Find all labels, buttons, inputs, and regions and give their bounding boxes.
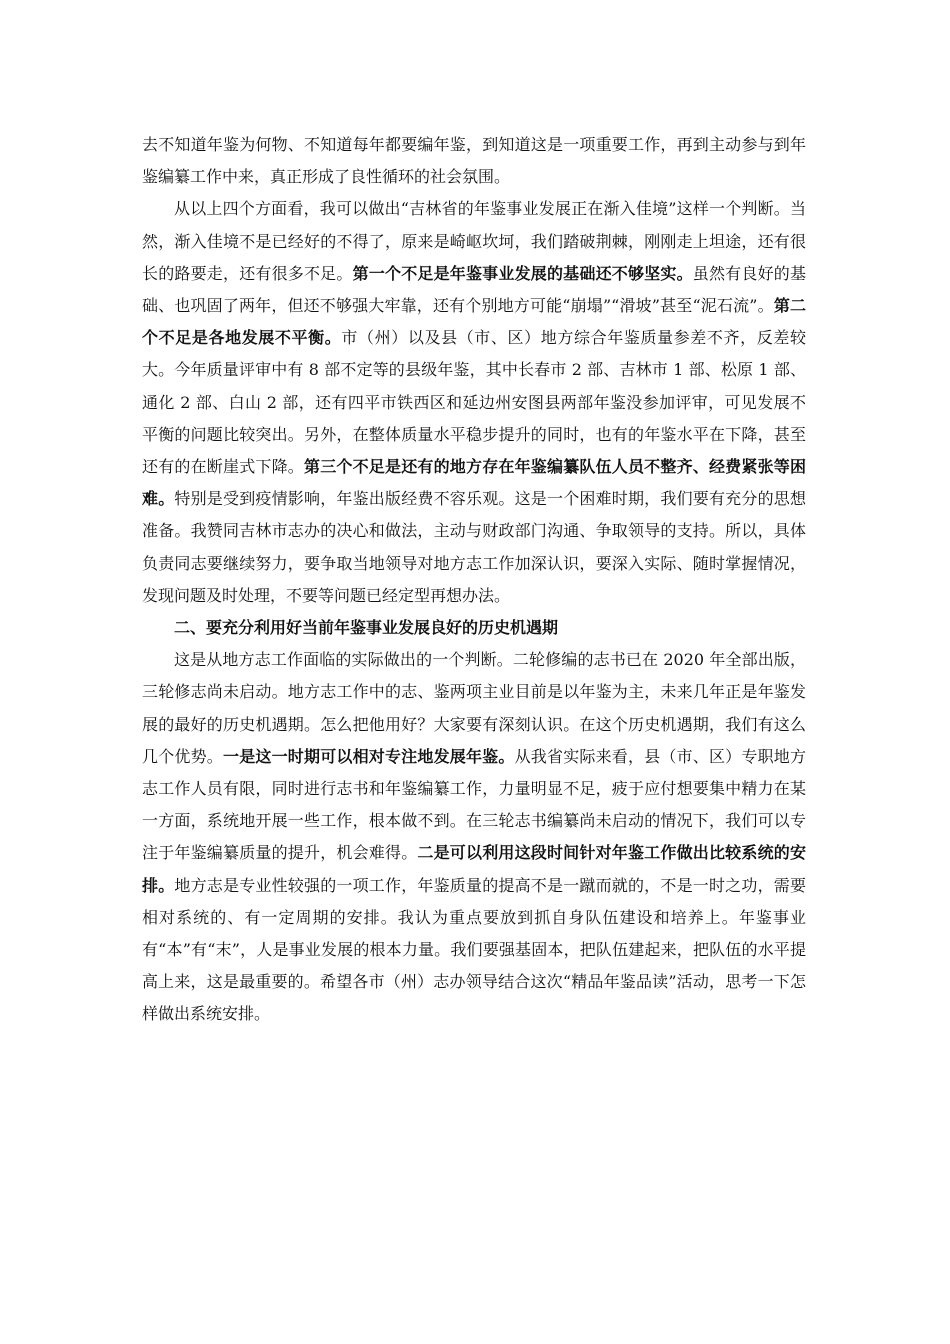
paragraph-text: 地方志是专业性较强的一项工作，年鉴质量的提高不是一蹴而就的，不是一时之功，需要相对系统的、有一定周期的安排。我认为重点要放到抓自身队伍建设和培养上。年鉴事业有“本”有“末”，人是事业发展的根本力量。我们要强基固本，把队伍建起来，把队伍的水平提高上来，这是最重要的。希望各市（州）志办领导结合这次“精品年鉴品读”活动，思考一下怎样做出系统安排。 <box>142 875 806 1024</box>
paragraph-text: 虽然有良好的基础、也巩固了两年，但还不够强大牢靠，还有个别地方可能“崩塌”“滑坡”甚至“泥石流”。 <box>142 263 806 316</box>
section-heading: 二、要充分利用好当前年鉴事业发展良好的历史机遇期 <box>174 618 559 638</box>
paragraph-text: 从我省实际来看，县（市、区）专职地方志工作人员有限，同时进行志书和年鉴编纂工作，力量明显不足，疲于应付想要集中精力在某一方面，系统地开展一些工作，根本做不到。在三轮志书编纂尚未启动的情况下，我们可以专注于年鉴编纂质量的提升，机会难得。 <box>142 746 806 863</box>
bold-point-second-advantage: 二是可以利用这段时间针对年鉴工作做出比较系统的安排。 <box>142 843 806 895</box>
document-body <box>142 129 806 1031</box>
bold-point-first-advantage: 一是这一时期可以相对专注地发展年鉴。 <box>223 746 515 766</box>
paragraph-text: 这是从地方志工作面临的实际做出的一个判断。二轮修编的志书已在 2020 年全部出版，三轮修志尚未启动。地方志工作中的志、鉴两项主业目前是以年鉴为主，未来几年正是年鉴发展的最好的历史机遇期。怎么把他用好？大家要有深刻认识。在这个历史机遇期，我们有这么几个优势。 <box>142 650 806 766</box>
paragraph-continuation <box>142 129 806 193</box>
paragraph-shortcomings <box>142 193 806 612</box>
paragraph-text: 市（州）以及县（市、区）地方综合年鉴质量参差不齐，反差较大。今年质量评审中有 8 部不定等的县级年鉴，其中长春市 2 部、吉林市 1 部、松原 1 部、通化 2 部、白山 2 部，还有四平市铁西区和延边州安图县两部年鉴没参加评审，可见发展不平衡的问题比较突出。另外，在整体质量水平稳步提升的同时，也有的年鉴水平在下降，甚至还有的在断崖式下降。 <box>142 328 806 477</box>
paragraph-opportunity <box>142 644 806 1030</box>
bold-point-first-shortcoming: 第一个不足是年鉴事业发展的基础还不够坚实。 <box>352 263 693 283</box>
paragraph-text: 从以上四个方面看，我可以做出“吉林省的年鉴事业发展正在渐入佳境”这样一个判断。当然，渐入佳境不是已经好的不得了，原来是崎岖坎坷，我们踏破荆棘，刚刚走上坦途，还有很长的路要走，还有很多不足。 <box>142 199 806 283</box>
bold-point-third-shortcoming: 第三个不足是还有的地方存在年鉴编纂队伍人员不整齐、经费紧张等困难。 <box>142 457 806 509</box>
paragraph-text: 去不知道年鉴为何物、不知道每年都要编年鉴，到知道这是一项重要工作，再到主动参与到年鉴编纂工作中来，真正形成了良性循环的社会氛围。 <box>142 135 806 187</box>
bold-point-second-shortcoming: 第二个不足是各地发展不平衡。 <box>142 296 806 348</box>
paragraph-text: 特别是受到疫情影响，年鉴出版经费不容乐观。这是一个困难时期，我们要有充分的思想准备。我赞同吉林市志办的决心和做法，主动与财政部门沟通、争取领导的支持。所以，具体负责同志要继续努力，要争取当地领导对地方志工作加深认识，要深入实际、随时掌握情况，发现问题及时处理，不要等问题已经定型再想办法。 <box>142 489 806 605</box>
